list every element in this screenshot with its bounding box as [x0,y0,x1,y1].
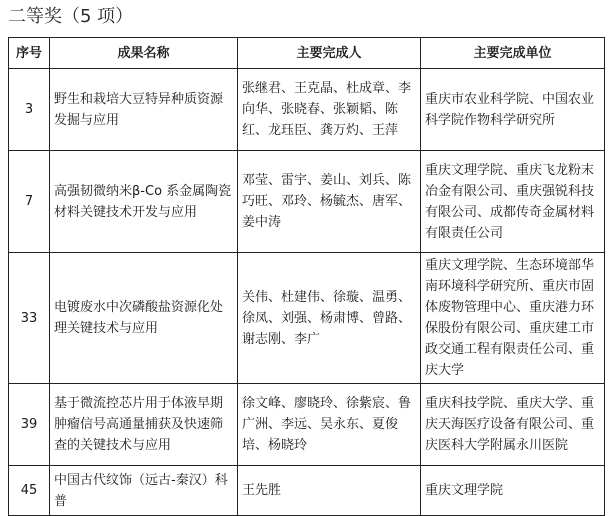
row-num: 3 [9,69,50,151]
row-num: 33 [9,253,50,384]
row-units: 重庆文理学院 [421,466,605,516]
row-num: 39 [9,384,50,466]
header-units: 主要完成单位 [421,38,605,69]
page-heading: 二等奖（5 项） [8,6,134,27]
awards-table [8,37,605,516]
row-people: 邓莹、雷宇、姜山、刘兵、陈巧旺、邓玲、杨毓杰、唐军、姜中涛 [238,151,421,253]
row-num: 45 [9,466,50,516]
row-num: 7 [9,151,50,253]
row-units: 重庆科技学院、重庆大学、重庆天海医疗设备有限公司、重庆医科大学附属永川医院 [421,384,605,466]
row-name: 高强韧微纳米β-Co 系金属陶瓷材料关键技术开发与应用 [50,151,238,253]
header-name: 成果名称 [50,38,238,69]
row-name: 基于微流控芯片用于体液早期肿瘤信号高通量捕获及快速筛查的关键技术与应用 [50,384,238,466]
row-name: 电镀废水中次磷酸盐资源化处理关键技术与应用 [50,253,238,384]
table-row [9,151,605,253]
header-num: 序号 [9,38,50,69]
row-units: 重庆文理学院、重庆飞龙粉末冶金有限公司、重庆强锐科技有限公司、成都传奇金属材料有限责任公司 [421,151,605,253]
row-people: 张继君、王克晶、杜成章、李向华、张晓春、张颖韬、陈红、龙珏臣、龚万灼、王萍 [238,69,421,151]
row-name: 中国古代纹饰（远古-秦汉）科普 [50,466,238,516]
row-units: 重庆市农业科学院、中国农业科学院作物科学研究所 [421,69,605,151]
header-people: 主要完成人 [238,38,421,69]
row-people: 关伟、杜建伟、徐璇、温勇、徐凤、刘强、杨肃博、曾路、谢志刚、李广 [238,253,421,384]
row-people: 王先胜 [238,466,421,516]
row-units: 重庆文理学院、生态环境部华南环境科学研究所、重庆市固体废物管理中心、重庆港力环保股份有限公司、重庆建工市政交通工程有限责任公司、重庆大学 [421,253,605,384]
row-people: 徐文峰、廖晓玲、徐紫宸、鲁广洲、李远、吴永东、夏俊培、杨晓玲 [238,384,421,466]
row-name: 野生和栽培大豆特异种质资源发掘与应用 [50,69,238,151]
table-row [9,466,605,516]
table-row [9,69,605,151]
table-row [9,253,605,384]
table-row [9,384,605,466]
table-header-row [9,38,605,69]
